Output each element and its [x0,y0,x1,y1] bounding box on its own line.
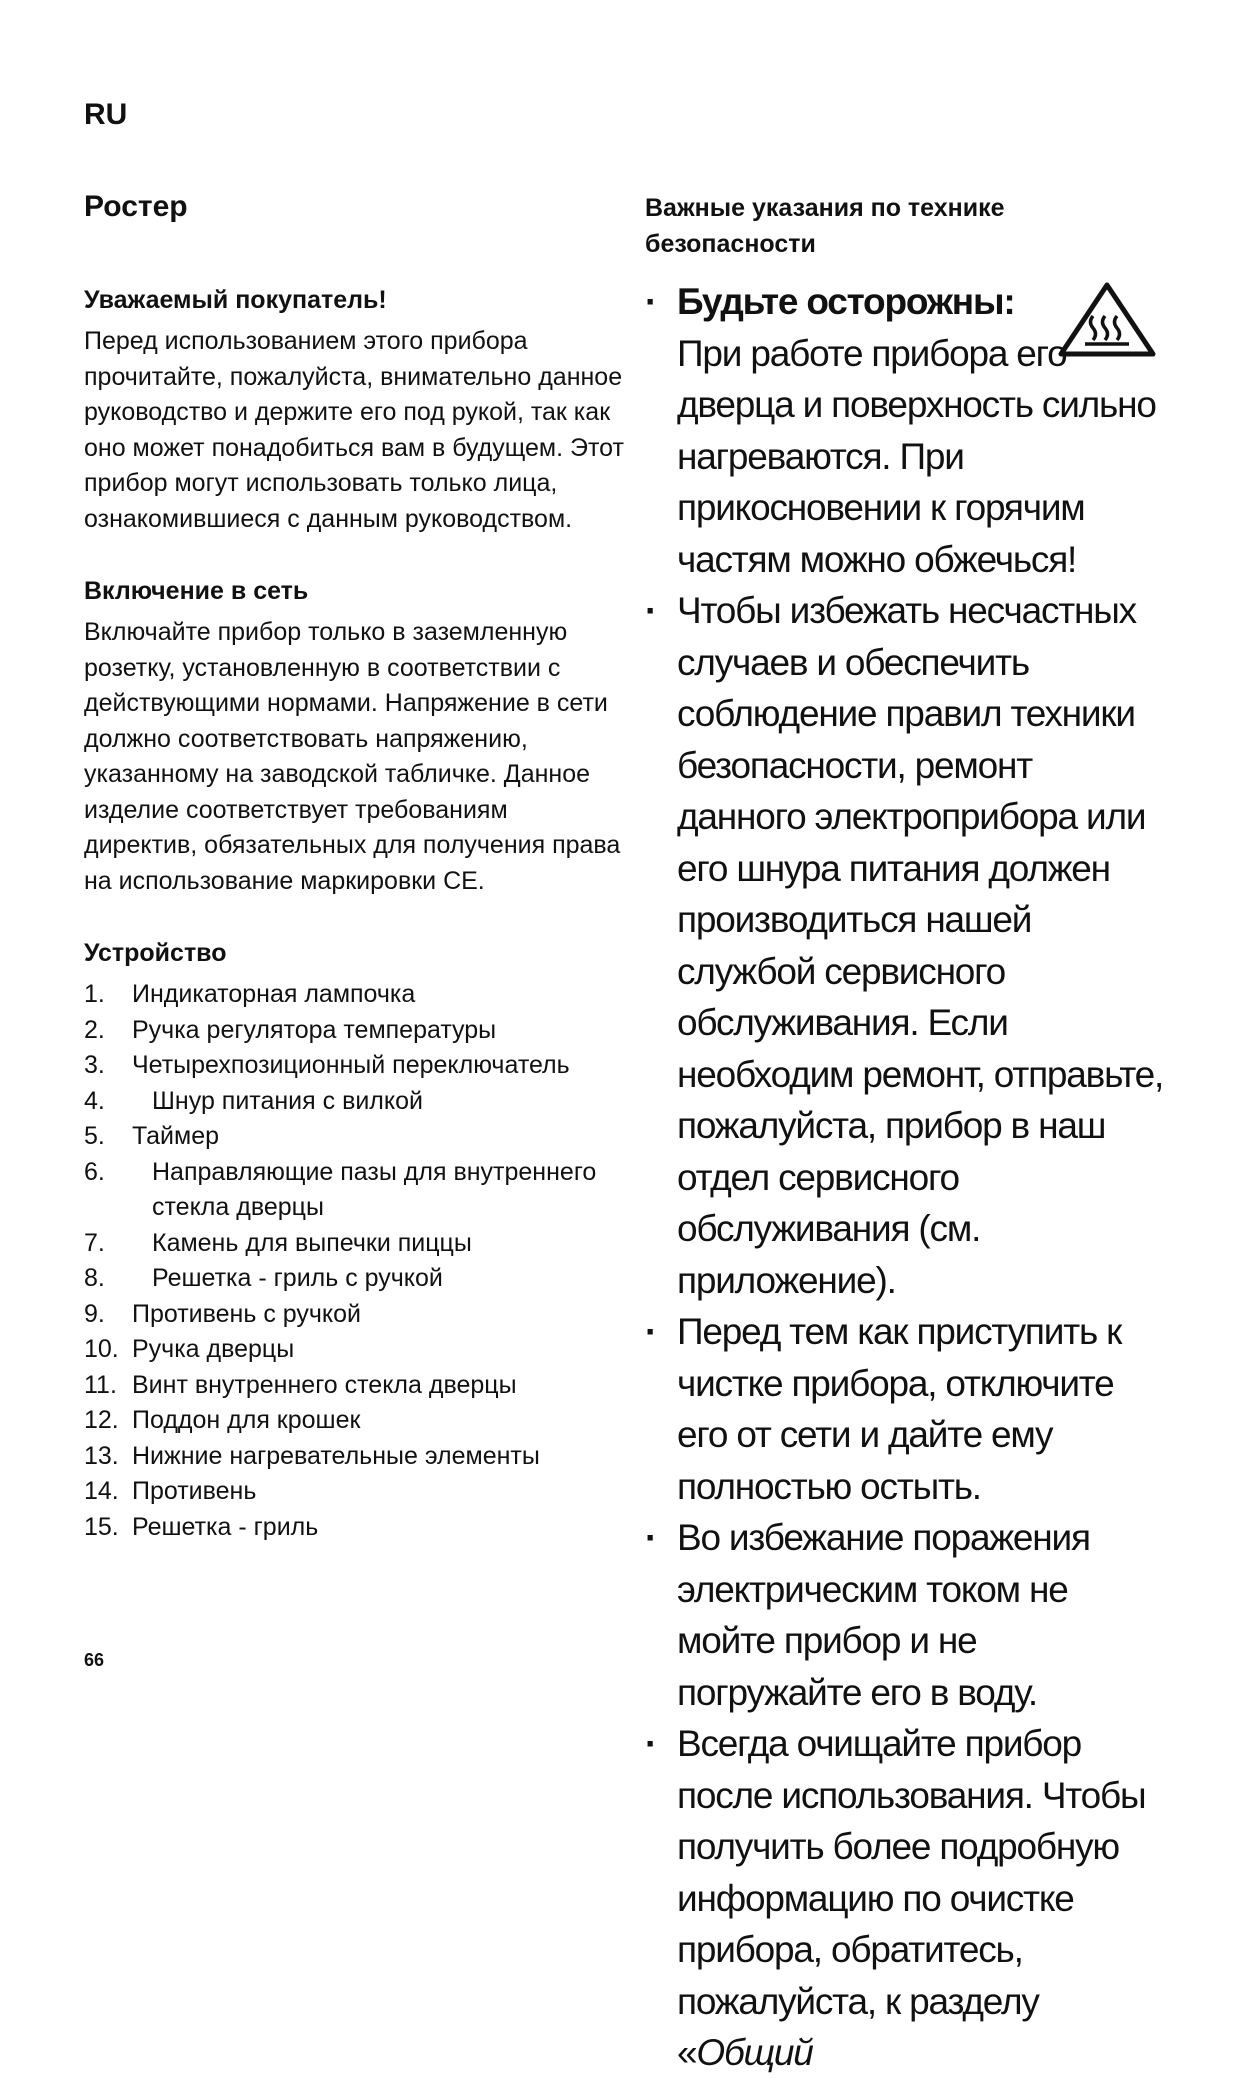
device-heading: Устройство [84,939,227,967]
greeting-section [84,282,624,537]
list-item: 4. Шнур питания с вилкой [84,1086,423,1115]
greeting-text: Перед использованием этого прибора прочитайте, пожалуйста, внимательно данное руководство и держите его под рукой, так как оно может понадобиться вам в будущем. Этот прибор могут использовать только лица, ознакомившиеся с данным руководством. [84,327,624,533]
safety-heading: Важные указания по технике безопасности [645,194,1005,258]
page-title: Ростер [84,190,188,223]
list-item: 15. Решетка - гриль [84,1512,319,1541]
parts-list [84,977,624,1545]
list-item: · Всегда очищайте прибор после использования. Чтобы получить более подробную информацию по очистке прибора, обратитесь, пожалуйста, к разделу «Общий [645,1723,1146,2073]
list-item: 2. Ручка регулятора температуры [84,1015,497,1044]
list-item: 3. Четырехпозиционный переключатель [84,1051,570,1079]
list-item: 7. Камень для выпечки пиццы [84,1228,472,1257]
list-item: 12. Поддон для крошек [84,1406,361,1434]
list-item: 8. Решетка - гриль с ручкой [84,1264,443,1292]
device-section [84,935,624,1545]
language-code: RU [84,98,128,131]
connection-heading: Включение в сеть [84,577,309,605]
connection-section [84,573,624,899]
list-item: · Чтобы избежать несчастных случаев и обеспечить соблюдение правил техники безопасности, ремонт данного электроприбора или его шнура питания должен производиться нашей службой сервисного обслуживания. Если необходим ремонт, отправьте, пожалуйста, прибор в наш отдел сервисного обслуживания (см. приложение). [645,590,1164,1301]
safety-list [645,276,1165,2079]
list-item: 11. Винт внутреннего стекла дверцы [84,1370,517,1399]
right-column [645,190,1165,2079]
greeting-heading: Уважаемый покупатель! [84,286,387,314]
list-item: 14. Противень [84,1477,257,1505]
list-item: 5. Таймер [84,1122,220,1150]
list-item: 9. Противень с ручкой [84,1299,362,1328]
list-item: 13. Нижние нагревательные элементы [84,1441,540,1470]
left-column [84,190,624,1581]
list-item: · Перед тем как приступить к чистке прибора, отключите его от сети и дайте ему полностью остыть. [645,1311,1122,1507]
list-item: 6. Направляющие пазы для внутреннего стекла дверцы [84,1157,597,1221]
list-item: · Во избежание поражения электрическим током не мойте прибор и не погружайте его в воду. [645,1517,1090,1713]
page-number: 66 [84,1650,105,1670]
list-item: 1. Индикаторная лампочка [84,980,416,1008]
list-item: 10. Ручка дверцы [84,1335,295,1363]
caution-lead: Будьте осторожны: [677,281,1015,322]
connection-text: Включайте прибор только в заземленную розетку, установленную в соответствии с действующими нормами. Напряжение в сети должно соответствовать напряжению, указанному на заводской табличке. Данное изделие соответствует требованиям директив, обязательных для получения права на использование маркировки CE. [84,618,621,895]
list-item: · Будьте осторожны: При работе прибора его дверца и поверхность сильно нагреваются. При прикосновении к горячим частям можно обжечься! [645,276,1165,585]
